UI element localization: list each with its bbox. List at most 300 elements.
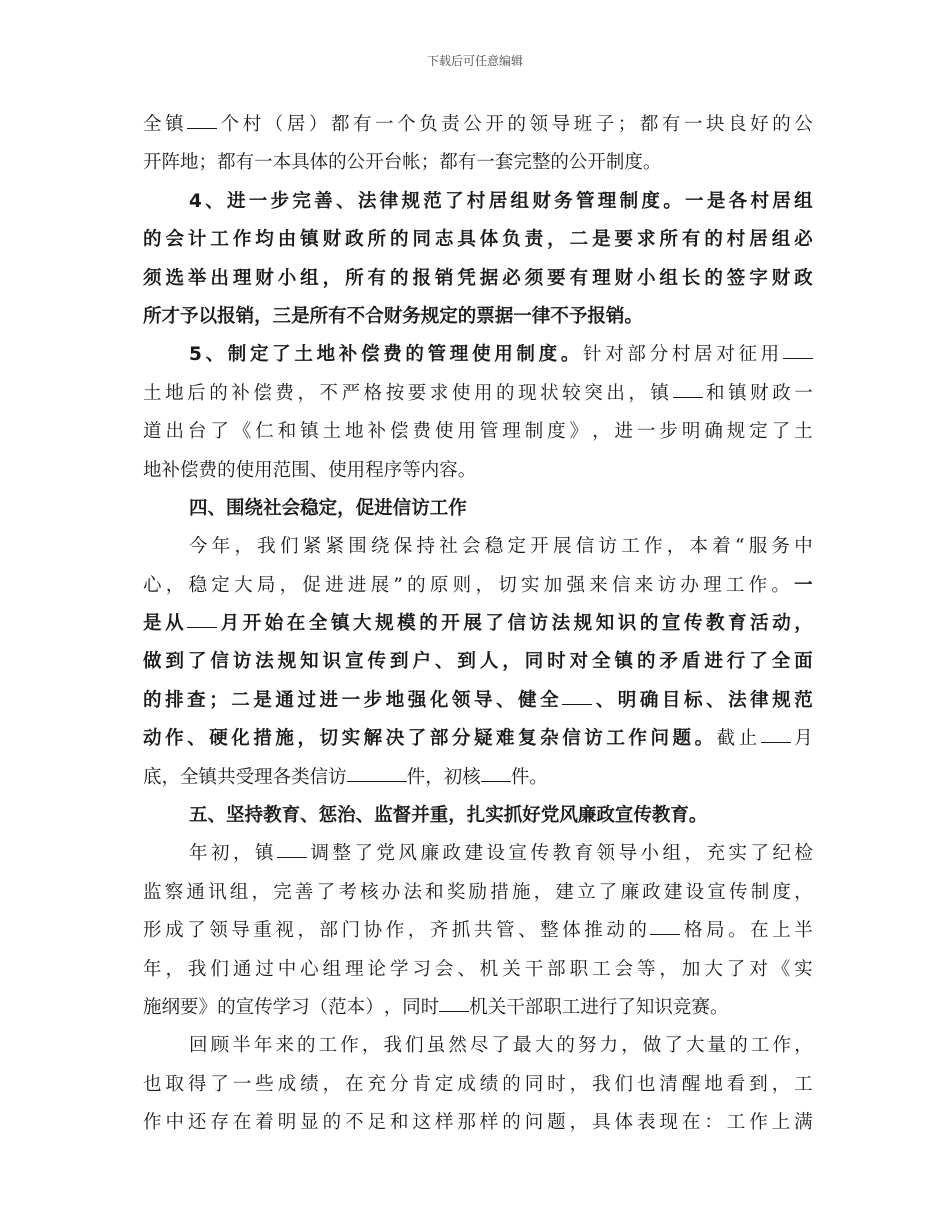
char: 稳 xyxy=(300,497,319,519)
char: 现 xyxy=(518,382,537,404)
char: 土 xyxy=(322,421,342,443)
char: 疑 xyxy=(473,728,493,750)
char: 形 xyxy=(143,920,162,942)
char: 宣 xyxy=(508,843,527,865)
char: 得 xyxy=(187,1073,207,1095)
text-line xyxy=(143,951,813,989)
char: 道 xyxy=(143,421,162,443)
char: 有 xyxy=(569,267,589,289)
char: 识 xyxy=(322,651,342,673)
char: 充 xyxy=(706,843,725,865)
char: 村 xyxy=(242,114,262,135)
char: ， xyxy=(425,766,444,788)
char: 步 xyxy=(659,421,678,443)
char: 。 xyxy=(709,996,729,1018)
char: 度 xyxy=(772,881,791,903)
char: 论 xyxy=(367,958,387,980)
char: 格 xyxy=(683,920,703,942)
char: 组 xyxy=(659,267,678,289)
char: 组 xyxy=(300,267,319,289)
char: 的 xyxy=(636,651,656,673)
text-line xyxy=(143,1027,813,1065)
char: 部 xyxy=(627,344,646,366)
text-line xyxy=(143,1104,813,1142)
char: ， xyxy=(165,958,184,980)
char: 等 xyxy=(636,958,656,980)
char: 访 xyxy=(328,766,347,788)
char: 销 xyxy=(605,305,625,327)
char: 励 xyxy=(468,881,488,903)
char: 明 xyxy=(617,689,637,711)
char: 风 xyxy=(398,843,417,865)
char: 大 xyxy=(704,958,723,980)
char: 干 xyxy=(524,958,544,980)
char: 不 xyxy=(319,382,339,404)
char: 开 xyxy=(365,152,384,174)
char: 。 xyxy=(560,344,580,366)
char: 政 xyxy=(345,229,364,251)
char: 度 xyxy=(547,421,566,443)
char: 保 xyxy=(393,536,413,558)
char: 镇 xyxy=(255,843,274,865)
char: 开 xyxy=(242,613,262,635)
char: 负 xyxy=(502,229,521,251)
char: 政 xyxy=(794,267,813,289)
char: 知 xyxy=(635,996,655,1018)
char: 作 xyxy=(165,728,184,750)
char: 一 xyxy=(341,689,361,711)
char: 的 xyxy=(772,114,791,135)
char: 的 xyxy=(550,152,569,174)
char: 的 xyxy=(419,613,438,635)
char: 大 xyxy=(686,1035,705,1057)
char: 和 xyxy=(277,421,297,443)
char: 通 xyxy=(275,689,294,711)
char: ， xyxy=(254,305,273,327)
char: 这 xyxy=(412,1112,431,1134)
text-line xyxy=(143,260,813,298)
char: 是 xyxy=(592,229,611,251)
char: 销 xyxy=(235,305,255,327)
char: 会 xyxy=(434,958,454,980)
char: 题 xyxy=(547,1112,566,1134)
char: 由 xyxy=(277,229,297,251)
char: 都 xyxy=(439,152,458,174)
char: 是 xyxy=(706,190,726,212)
char: 居 xyxy=(749,229,768,251)
char: ， xyxy=(361,1035,381,1057)
char: 小 xyxy=(636,267,656,289)
char: 理 xyxy=(597,190,617,212)
char: 一 xyxy=(794,574,813,596)
char: 廉 xyxy=(420,843,439,865)
char: 举 xyxy=(187,267,207,289)
char: 领 xyxy=(529,114,549,135)
char: 良 xyxy=(728,114,747,135)
char: 销 xyxy=(434,267,454,289)
char: 开 xyxy=(441,613,460,635)
char: 是 xyxy=(253,689,272,711)
char: 台 xyxy=(383,152,403,174)
char: 来 xyxy=(275,1035,294,1057)
char: 选 xyxy=(165,267,184,289)
char: ； xyxy=(420,152,440,174)
char: 进 xyxy=(374,497,393,519)
char: 务 xyxy=(402,305,421,327)
char: 一 xyxy=(683,114,703,135)
char: 票 xyxy=(476,305,495,327)
char: 管 xyxy=(427,344,447,366)
char: 工 xyxy=(725,574,745,596)
char: 强 xyxy=(407,689,427,711)
char: 稳 xyxy=(188,574,208,596)
char: 努 xyxy=(577,1035,597,1057)
char: 的 xyxy=(389,229,409,251)
char: 才 xyxy=(161,305,181,327)
char: 的 xyxy=(405,344,424,366)
char: 们 xyxy=(405,1035,424,1057)
char: 所 xyxy=(345,267,364,289)
char: ， xyxy=(621,1035,640,1057)
char: 同 xyxy=(412,229,431,251)
char: 了 xyxy=(316,881,336,903)
char: 二 xyxy=(569,229,589,251)
char: ， xyxy=(659,958,678,980)
char: 宣 xyxy=(707,881,726,903)
char: 那 xyxy=(457,1112,476,1134)
char: 有 xyxy=(457,152,477,174)
char: 用 xyxy=(346,459,366,481)
char: 镇 xyxy=(728,382,747,404)
char: 定 xyxy=(749,421,768,443)
char: 过 xyxy=(255,958,274,980)
char: 居 xyxy=(772,190,791,212)
text-line xyxy=(143,874,813,912)
char: 土 xyxy=(794,421,813,443)
char: 《 xyxy=(232,421,252,443)
char: 不 xyxy=(345,1112,364,1134)
char: 力 xyxy=(599,1035,619,1057)
char: 个 xyxy=(220,114,240,135)
char: ） xyxy=(308,114,328,135)
char: 问 xyxy=(650,728,669,750)
char: 干 xyxy=(506,996,525,1018)
char: 后 xyxy=(187,382,206,404)
char: 村 xyxy=(750,190,769,212)
char: 模 xyxy=(397,613,416,635)
char: 部 xyxy=(547,958,566,980)
char: 了 xyxy=(491,1035,511,1057)
char: 紧 xyxy=(325,536,345,558)
char: 工 xyxy=(429,497,449,519)
char: 镇 xyxy=(330,613,350,635)
char: 止 xyxy=(738,728,758,750)
char: 实 xyxy=(728,843,747,865)
char: 土 xyxy=(294,344,313,366)
char: 我 xyxy=(592,1073,611,1095)
char: 制 xyxy=(524,421,544,443)
char: 用 xyxy=(473,382,493,404)
char: 重 xyxy=(253,920,272,942)
char: 务 xyxy=(554,190,573,212)
char: 作 xyxy=(232,229,252,251)
char: 理 xyxy=(502,421,521,443)
char: 按 xyxy=(385,382,405,404)
char: 报 xyxy=(412,267,431,289)
char: 心 xyxy=(300,958,319,980)
char: 。 xyxy=(688,805,708,827)
char: 工 xyxy=(621,536,640,558)
char: 抓 xyxy=(451,920,471,942)
char: ， xyxy=(383,996,403,1018)
char: 签 xyxy=(726,267,746,289)
char: 时 xyxy=(547,1073,566,1095)
char: 、 xyxy=(595,689,615,711)
char: 办 xyxy=(680,574,699,596)
char: 学 xyxy=(272,996,292,1018)
char: 回 xyxy=(189,1035,208,1057)
char: 受 xyxy=(235,766,255,788)
char: 教 xyxy=(651,805,671,827)
char: 二 xyxy=(231,689,250,711)
char: 来 xyxy=(634,574,654,596)
char: 大 xyxy=(353,613,372,635)
char: 从 xyxy=(165,613,184,635)
char: 用 xyxy=(494,344,513,366)
char: 育 xyxy=(670,805,689,827)
char: 地 xyxy=(316,344,336,366)
char: 的 xyxy=(496,382,515,404)
char: “ xyxy=(735,536,745,558)
char: 施 xyxy=(511,881,531,903)
char: 五 xyxy=(189,805,208,827)
char: 费 xyxy=(412,421,431,443)
char: 开 xyxy=(143,152,162,174)
char: 的 xyxy=(502,1073,521,1095)
char: 了 xyxy=(485,613,504,635)
char: 监 xyxy=(143,881,162,903)
char: 完 xyxy=(273,881,292,903)
char: 政 xyxy=(642,881,661,903)
char: 的 xyxy=(556,1035,575,1057)
char: 、 xyxy=(706,689,725,711)
char: 公 xyxy=(568,152,588,174)
char: 突 xyxy=(584,382,603,404)
char: 们 xyxy=(210,958,229,980)
char: 讯 xyxy=(208,881,227,903)
char: 一 xyxy=(232,1073,252,1095)
char: 工 xyxy=(561,996,581,1018)
char: 各 xyxy=(272,766,292,788)
char: 惩 xyxy=(318,805,338,827)
text-line xyxy=(143,413,813,451)
char: 进 xyxy=(614,421,634,443)
char: 有 xyxy=(661,114,681,135)
char: 作 xyxy=(628,728,647,750)
char: 组 xyxy=(771,229,791,251)
char: 稳 xyxy=(484,536,504,558)
char: 了 xyxy=(187,920,206,942)
char: 行 xyxy=(726,651,746,673)
char: 分 xyxy=(451,728,471,750)
char: 开 xyxy=(485,114,504,135)
char: 的 xyxy=(639,613,659,635)
char: 范 xyxy=(328,996,347,1018)
char: ， xyxy=(628,382,647,404)
char: 制 xyxy=(605,152,625,174)
char: 台 xyxy=(187,421,207,443)
char: 尽 xyxy=(469,1035,489,1057)
char: 规 xyxy=(726,421,746,443)
char: 《 xyxy=(771,958,791,980)
page-header: 下载后可任意编辑 xyxy=(426,54,523,68)
char: 作 xyxy=(448,497,467,519)
char: 人 xyxy=(479,651,499,673)
char: 的 xyxy=(389,267,409,289)
char: 阵 xyxy=(161,152,181,174)
char: 的 xyxy=(209,382,228,404)
char: 全 xyxy=(180,766,199,788)
char: 必 xyxy=(502,267,521,289)
char: 坚 xyxy=(226,805,245,827)
char: 费 xyxy=(198,459,218,481)
char: 律 xyxy=(379,190,399,212)
char: 考 xyxy=(338,881,357,903)
char: 。 xyxy=(529,766,548,788)
char: 组 xyxy=(229,881,249,903)
char: ， xyxy=(475,574,494,596)
char: 检 xyxy=(794,843,813,865)
blank-field xyxy=(187,605,217,628)
char: 组 xyxy=(510,190,530,212)
char: 、 xyxy=(205,344,225,366)
char: 核 xyxy=(462,766,481,788)
char: 的 xyxy=(143,689,162,711)
char: ， xyxy=(533,881,553,903)
char: 范 xyxy=(272,459,292,481)
char: 初 xyxy=(211,843,230,865)
char: 使 xyxy=(235,459,255,481)
char: 制 xyxy=(227,344,247,366)
char: 确 xyxy=(639,689,659,711)
char: 规 xyxy=(401,190,420,212)
char: 导 xyxy=(231,920,250,942)
char: 年 xyxy=(253,1035,273,1057)
char: 。 xyxy=(624,305,643,327)
char: 时 xyxy=(547,651,566,673)
char: 还 xyxy=(187,1112,207,1134)
char: 》 xyxy=(198,996,218,1018)
char: 使 xyxy=(451,382,471,404)
char: 、 xyxy=(207,497,227,519)
char: 大 xyxy=(534,1035,554,1057)
char: 显 xyxy=(300,1112,319,1134)
char: 小 xyxy=(640,843,659,865)
char: 共 xyxy=(217,766,236,788)
char: 理 xyxy=(592,267,611,289)
blank-field xyxy=(187,106,217,129)
char: 律 xyxy=(531,305,551,327)
char: 题 xyxy=(672,728,692,750)
text-line xyxy=(143,183,813,221)
char: 活 xyxy=(750,613,769,635)
char: 截 xyxy=(716,728,736,750)
char: 满 xyxy=(794,1112,813,1134)
char: 导 xyxy=(473,689,493,711)
char: 居 xyxy=(286,114,306,135)
char: 整 xyxy=(332,843,351,865)
char: 三 xyxy=(272,305,292,327)
char: 存 xyxy=(210,1112,229,1134)
text-line xyxy=(143,567,813,605)
char: 识 xyxy=(617,613,637,635)
char: 。 xyxy=(457,459,477,481)
char: ， xyxy=(666,536,686,558)
char: 信 xyxy=(612,574,631,596)
char: 杂 xyxy=(540,728,559,750)
char: 原 xyxy=(429,574,449,596)
char: 实 xyxy=(520,574,540,596)
char: 以 xyxy=(198,305,218,327)
char: ， xyxy=(322,267,342,289)
char: 有 xyxy=(235,152,255,174)
char: 围 xyxy=(291,459,310,481)
char: 报 xyxy=(217,305,236,327)
char: 财 xyxy=(322,229,342,251)
char: 也 xyxy=(143,1073,162,1095)
char: 严 xyxy=(341,382,361,404)
char: 访 xyxy=(584,728,603,750)
char: 半 xyxy=(794,920,813,942)
char: 4 xyxy=(189,190,202,212)
char: 组 xyxy=(322,958,342,980)
char: 、 xyxy=(336,190,355,212)
blank-field xyxy=(761,720,791,743)
char: 体 xyxy=(309,152,329,174)
char: ， xyxy=(165,574,185,596)
char: 领 xyxy=(209,920,228,942)
char: 成 xyxy=(277,1073,297,1095)
char: 出 xyxy=(165,421,184,443)
char: 补 xyxy=(161,459,181,481)
char: 体 xyxy=(614,1112,634,1134)
char: 治 xyxy=(337,805,356,827)
char: 5 xyxy=(189,344,202,366)
char: 我 xyxy=(187,958,207,980)
char: ， xyxy=(771,1073,791,1095)
char: 有 xyxy=(353,114,372,135)
char: 责 xyxy=(524,229,544,251)
char: 进 xyxy=(226,190,246,212)
char: 度 xyxy=(538,344,558,366)
char: 成 xyxy=(457,1073,476,1095)
char: 到 xyxy=(165,651,184,673)
char: 月 xyxy=(794,728,813,750)
char: 信 xyxy=(575,536,595,558)
blank-field xyxy=(481,759,511,782)
text-line xyxy=(143,989,813,1027)
char: 关 xyxy=(502,958,521,980)
char: 体 xyxy=(562,920,581,942)
char: ， xyxy=(592,421,611,443)
char: 小 xyxy=(277,267,297,289)
char: 居 xyxy=(488,190,508,212)
char: 责 xyxy=(441,114,460,135)
char: 的 xyxy=(704,229,723,251)
char: 村 xyxy=(726,229,746,251)
char: 法 xyxy=(728,689,747,711)
char: 志 xyxy=(434,229,454,251)
